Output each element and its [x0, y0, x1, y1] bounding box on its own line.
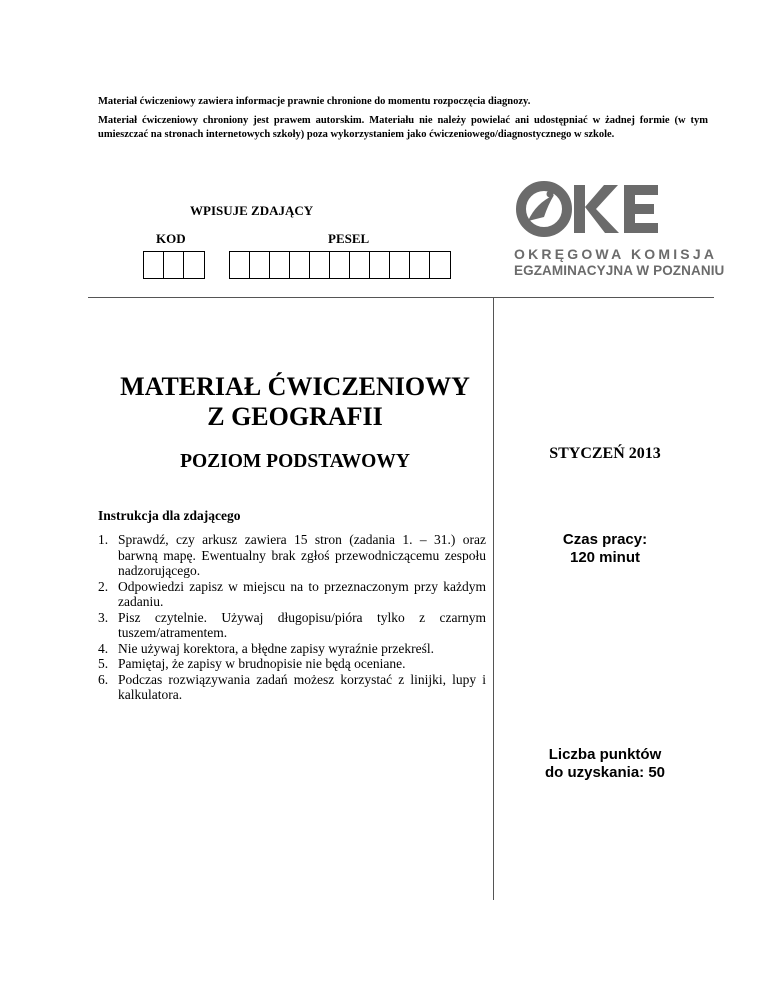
- exam-date: STYCZEŃ 2013: [549, 445, 661, 462]
- item-number: 1.: [98, 532, 109, 547]
- horizontal-divider: [88, 297, 714, 298]
- pesel-digit-box[interactable]: [350, 252, 370, 278]
- list-item: [98, 641, 486, 657]
- pesel-digit-box[interactable]: [410, 252, 430, 278]
- points-label: Liczba punktów: [548, 746, 662, 763]
- logo-text-line2: EGZAMINACYJNA W POZNANIU: [514, 263, 725, 278]
- item-number: 6.: [98, 671, 109, 687]
- copyright-notice-1: Materiał ćwiczeniowy zawiera informacje prawnie chronione do momentu rozpoczęcia diagnozy.: [98, 96, 531, 107]
- list-item: [98, 610, 486, 641]
- item-text: Pisz czytelnie. Używaj długopisu/pióra tylko z czarnym tuszem/atramentem.: [118, 609, 486, 640]
- pesel-label: PESEL: [328, 231, 370, 246]
- pesel-digit-box[interactable]: [390, 252, 410, 278]
- kod-boxes: [143, 251, 205, 279]
- item-text: Nie używaj korektora, a błędne zapisy wyraźnie przekreśl.: [118, 640, 434, 656]
- page-title: [98, 372, 492, 432]
- list-item: [98, 672, 486, 703]
- logo-text-line1: OKRĘGOWA KOMISJA: [514, 246, 718, 262]
- item-number: 2.: [98, 578, 109, 594]
- kod-label: KOD: [156, 231, 186, 246]
- kod-digit-box[interactable]: [184, 252, 204, 278]
- points-value: do uzyskania: 50: [544, 764, 666, 781]
- kod-digit-box[interactable]: [144, 252, 164, 278]
- list-item: [98, 532, 486, 579]
- pesel-boxes: [229, 251, 451, 279]
- item-number: 4.: [98, 640, 109, 656]
- instructions-list: [98, 532, 486, 703]
- pesel-digit-box[interactable]: [370, 252, 390, 278]
- time-info: [496, 531, 714, 567]
- kod-digit-box[interactable]: [164, 252, 184, 278]
- points-info: [496, 746, 714, 782]
- list-item: [98, 579, 486, 610]
- instructions-heading: Instrukcja dla zdającego: [98, 508, 241, 523]
- item-text: Podczas rozwiązywania zadań możesz korzystać z linijki, lupy i kalkulatora.: [118, 671, 486, 702]
- pesel-digit-box[interactable]: [430, 252, 450, 278]
- pesel-digit-box[interactable]: [310, 252, 330, 278]
- copyright-notice-2: Materiał ćwiczeniowy chroniony jest prawem autorskim. Materiału nie należy powielać ani udostępniać w żadnej formie (w tym umieszczać na stronach internetowych szkoły) poza wykorzystaniem jako ćwiczeniowego/diagnostycznego w szkole.: [98, 115, 708, 140]
- item-text: Pamiętaj, że zapisy w brudnopisie nie będą oceniane.: [118, 656, 406, 671]
- pesel-digit-box[interactable]: [230, 252, 250, 278]
- oke-logo: [514, 181, 725, 278]
- item-text: Sprawdź, czy arkusz zawiera 15 stron (zadania 1. – 31.) oraz barwną mapę. Ewentualny brak zgłoś przewodniczącemu zespołu nadzorującego.: [118, 532, 486, 578]
- candidate-heading: WPISUJE ZDAJĄCY: [190, 203, 314, 218]
- time-value: 120 minut: [569, 549, 641, 566]
- level-title: POZIOM PODSTAWOWY: [180, 451, 410, 472]
- item-number: 3.: [98, 609, 109, 625]
- item-text: Odpowiedzi zapisz w miejscu na to przeznaczonym przy każdym zadaniu.: [118, 578, 486, 609]
- pesel-digit-box[interactable]: [270, 252, 290, 278]
- pesel-digit-box[interactable]: [250, 252, 270, 278]
- time-label: Czas pracy:: [562, 531, 648, 548]
- title-line2: Z GEOGRAFII: [207, 402, 383, 431]
- title-line1: MATERIAŁ ĆWICZENIOWY: [120, 372, 470, 401]
- oke-logo-icon: [514, 181, 682, 237]
- item-number: 5.: [98, 656, 109, 671]
- list-item: [98, 656, 486, 672]
- pesel-digit-box[interactable]: [290, 252, 310, 278]
- vertical-divider: [493, 297, 494, 900]
- pesel-digit-box[interactable]: [330, 252, 350, 278]
